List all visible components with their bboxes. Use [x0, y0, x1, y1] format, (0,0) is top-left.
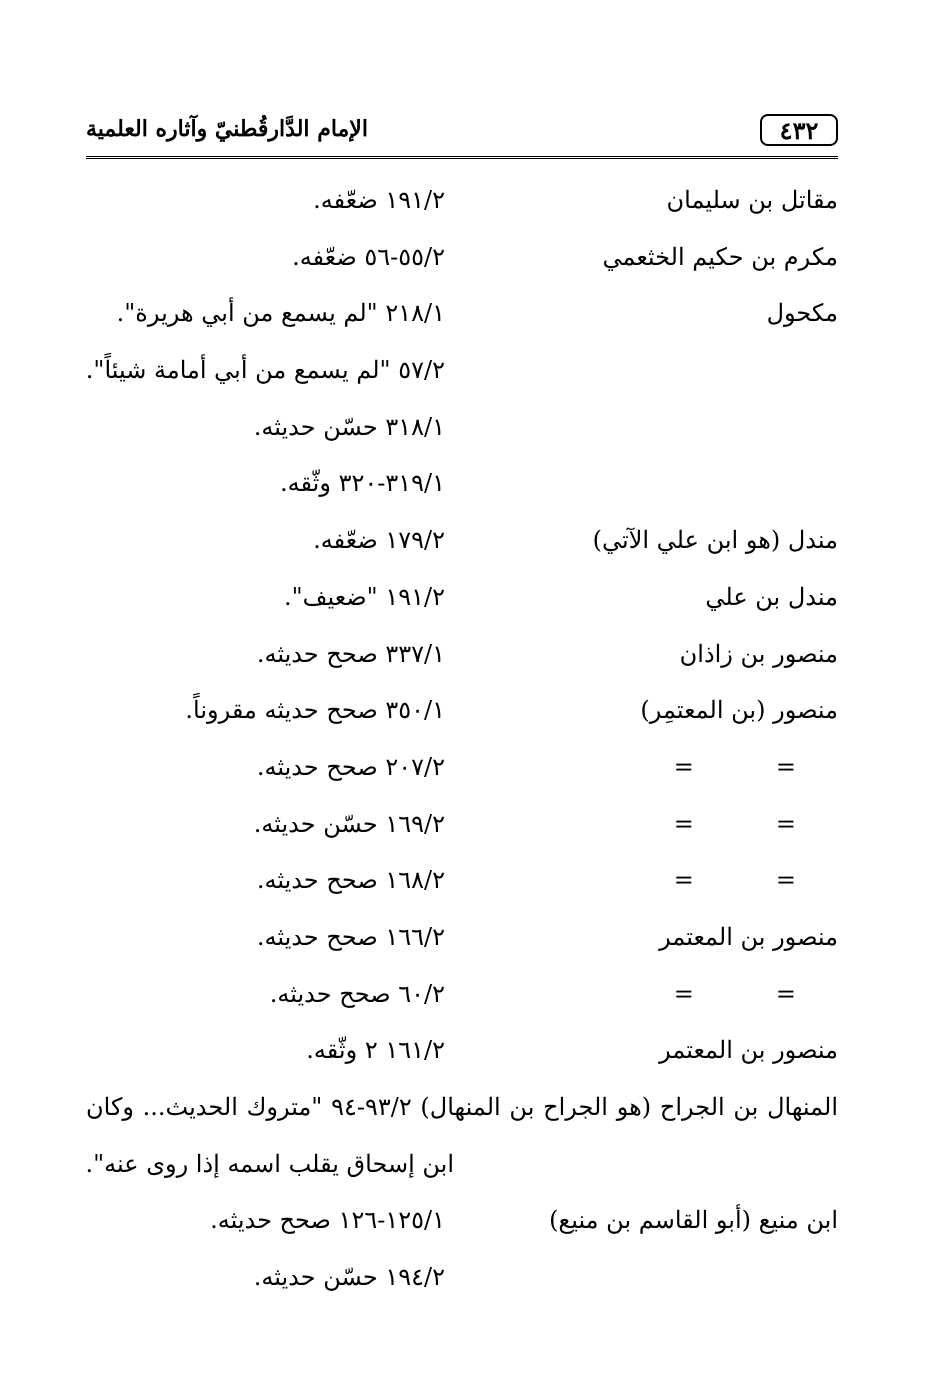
reference-and-verdict: ٣١٨/١ حسّن حديثه.	[253, 412, 445, 441]
running-title: الإمام الدَّارقُطنيّ وآثاره العلمية	[86, 116, 368, 142]
ditto-mark: =	[673, 752, 694, 781]
narrator-name: منصور بن المعتمر	[659, 922, 838, 951]
reference-and-verdict: ١٦٩/٢ حسّن حديثه.	[253, 809, 445, 838]
index-entry-row	[86, 1085, 838, 1142]
index-entry-row	[86, 915, 838, 972]
index-entry-row	[86, 858, 838, 915]
index-entry-row	[86, 235, 838, 292]
ditto-mark: =	[775, 979, 796, 1008]
index-entry-row	[86, 518, 838, 575]
reference-and-verdict: ١٩١/٢ "ضعيف".	[283, 582, 445, 611]
narrator-name: مكحول	[766, 299, 838, 328]
ditto-mark: =	[673, 809, 694, 838]
narrator-name: مكرم بن حكيم الخثعمي	[602, 242, 838, 271]
index-entry-row	[86, 632, 838, 689]
reference-and-verdict: ٥٧/٢ "لم يسمع من أبي أمامة شيئاً".	[85, 356, 445, 385]
narrator-name: منصور بن المعتمر	[659, 1036, 838, 1065]
ditto-marks	[538, 810, 838, 838]
narrator-name: ابن منيع (أبو القاسم بن منيع)	[549, 1206, 838, 1235]
index-entry-row	[86, 405, 838, 462]
reference-and-verdict: ٣٥٠/١ صحح حديثه مقروناً.	[185, 696, 445, 725]
index-entry-row	[86, 291, 838, 348]
ditto-marks	[538, 866, 838, 894]
ditto-mark: =	[673, 866, 694, 895]
index-entry-row	[86, 745, 838, 802]
page-number: ٤٣٢	[779, 115, 819, 145]
narrator-name: منصور (بن المعتمِر)	[640, 696, 838, 725]
index-entry-row	[86, 178, 838, 235]
index-entry-row	[86, 461, 838, 518]
page-number-box	[760, 114, 838, 146]
ditto-mark: =	[673, 979, 694, 1008]
index-entry-row	[86, 1255, 838, 1312]
page-header	[86, 112, 838, 159]
entry-full-line: المنهال بن الجراح (هو الجراح بن المنهال) ٩٣/٢-٩٤ "متروك الحديث... وكان	[86, 1093, 838, 1121]
ditto-mark: =	[775, 752, 796, 781]
reference-and-verdict: ١٧٩/٢ ضعّفه.	[313, 526, 445, 555]
reference-and-verdict: ١٦١/٢ ٢ وثّقه.	[306, 1036, 445, 1065]
entry-continuation: ابن إسحاق يقلب اسمه إذا روى عنه".	[85, 1149, 454, 1178]
reference-and-verdict: ١٢٥/١-١٢٦ صحح حديثه.	[210, 1206, 445, 1235]
reference-and-verdict: ٣١٩/١-٣٢٠ وثّقه.	[280, 469, 445, 498]
ditto-marks	[538, 980, 838, 1008]
reference-and-verdict: ١٩٤/٢ حسّن حديثه.	[253, 1263, 445, 1292]
index-entry-row	[86, 688, 838, 745]
narrator-name: مندل (هو ابن علي الآتي)	[592, 526, 838, 555]
reference-and-verdict: ٢١٨/١ "لم يسمع من أبي هريرة".	[116, 299, 445, 328]
index-entry-row	[86, 1028, 838, 1085]
reference-and-verdict: ٢٠٧/٢ صحح حديثه.	[256, 752, 445, 781]
reference-and-verdict: ١٦٦/٢ صحح حديثه.	[256, 922, 445, 951]
reference-and-verdict: ٥٥/٢-٥٦ ضعّفه.	[292, 242, 445, 271]
index-entry-row	[86, 802, 838, 859]
ditto-mark: =	[775, 809, 796, 838]
reference-and-verdict: ١٩١/٢ ضعّفه.	[313, 186, 445, 214]
ditto-marks	[538, 753, 838, 781]
reference-and-verdict: ٦٠/٢ صحح حديثه.	[269, 979, 445, 1008]
index-entry-row	[86, 348, 838, 405]
reference-and-verdict: ٣٣٧/١ صحح حديثه.	[256, 639, 445, 668]
index-entry-row	[86, 1198, 838, 1255]
narrator-name: منصور بن زاذان	[679, 639, 838, 668]
index-entry-row	[86, 575, 838, 632]
index-entry-row	[86, 1142, 838, 1199]
ditto-mark: =	[775, 866, 796, 895]
narrator-index	[86, 178, 838, 1312]
narrator-name: مقاتل بن سليمان	[666, 186, 838, 214]
narrator-name: مندل بن علي	[705, 582, 838, 611]
reference-and-verdict: ١٦٨/٢ صحح حديثه.	[256, 866, 445, 895]
index-entry-row	[86, 972, 838, 1029]
